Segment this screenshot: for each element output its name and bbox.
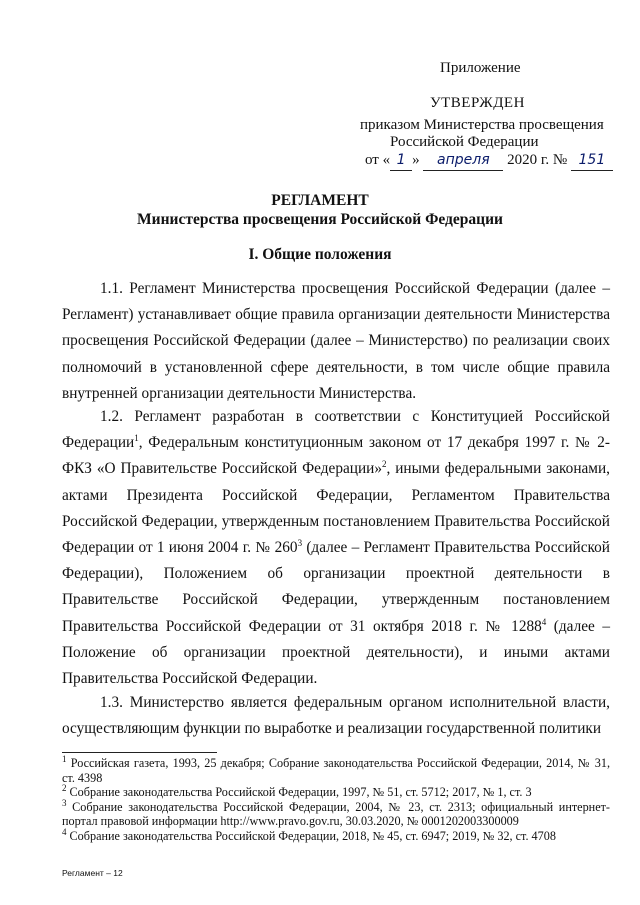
footnote-ref: 2 <box>382 459 387 470</box>
footnote-text: Собрание законодательства Российской Федерации, 1997, № 51, ст. 5712; 2017, № 1, ст. 3 <box>66 785 532 800</box>
footnote-mark: 3 <box>62 797 67 808</box>
footnote-1 <box>62 753 610 785</box>
footnote-ref: 4 <box>541 616 547 627</box>
document-subtitle: Министерства просвещения Российской Федерации <box>137 211 503 228</box>
section-heading: I. Общие положения <box>248 246 392 263</box>
approved-label: УТВЕРЖДЕН <box>430 95 525 111</box>
footnote-text: Собрание законодательства Российской Федерации, 2004, № 23, ст. 2313; официальный интернет-портал правовой информации http://www.pravo.gov.ru, 30.03.2020, № 0001202003300009 <box>62 799 610 829</box>
paragraph-text: 1.1. Регламент Министерства просвещения Российской Федерации (далее – Регламент) устанавливает общие правила организации деятельности Министерства просвещения Российской Федерации (далее – Министерство) по реализации своих полномочий в установленной сфере деятельности, в том числе общие правила внутренней организации деятельности Министерства. <box>62 280 610 402</box>
order-line-1: приказом Министерства просвещения <box>360 117 604 133</box>
footnote-mark: 4 <box>62 826 67 837</box>
document-title: РЕГЛАМЕНТ <box>271 192 369 209</box>
footnote-4 <box>62 826 610 844</box>
footnote-3 <box>62 797 610 829</box>
footnote-mark: 2 <box>62 783 67 794</box>
footnotes <box>62 753 610 844</box>
footnote-mark: 1 <box>62 753 67 764</box>
date-prefix: от « <box>365 152 391 168</box>
paragraph-segment: 1.2. Регламент разработан в соответствии с Конституцией Российской Федерации <box>62 408 610 452</box>
order-line-2: Российской Федерации <box>390 134 539 150</box>
paragraph-text: 1.3. Министерство является федеральным органом исполнительной власти, осуществляющим функции по выработке и реализации государственной политики <box>62 694 610 738</box>
footnote-text: Российская газета, 1993, 25 декабря; Собрание законодательства Российской Федерации, 2014, № 31, ст. 4398 <box>62 756 610 785</box>
paragraph-segment: (далее – Регламент Правительства Российской Федерации), Положением об организации проектной деятельности в Правительстве Российской Федерации, утвержденным постановлением Правительства Российской Федерации от 31 октября 2018 г. № 1288 <box>62 539 610 635</box>
handwritten-day: 1 <box>390 152 412 171</box>
footnote-text: Собрание законодательства Российской Федерации, 2018, № 45, ст. 6947; 2019, № 32, ст. 4708 <box>66 828 556 843</box>
paragraph-text <box>62 404 610 692</box>
paragraph-1-3 <box>62 690 610 742</box>
footnote-2 <box>62 785 610 800</box>
paragraph-segment: , Федеральным конституционным законом от 17 декабря 1997 г. № 2-ФКЗ «О Правительстве Российской Федерации» <box>62 434 610 478</box>
paragraph-1-1 <box>62 276 610 407</box>
footnote-ref: 3 <box>297 537 303 548</box>
handwritten-month: апреля <box>423 152 503 171</box>
page-footer-label: Регламент – 12 <box>62 868 123 878</box>
date-year: 2020 г. № <box>507 152 568 168</box>
footnote-divider <box>62 752 217 753</box>
footnote-ref: 1 <box>134 433 139 444</box>
paragraph-segment: , иными федеральными законами, актами Президента Российской Федерации, Регламентом Правительства Российской Федерации, утвержденным постановлением Правительства Российской Федерации от 1 июня 2004 г. № 260 <box>62 460 610 557</box>
paragraph-segment: (далее – Положение об организации проектной деятельности), и иными актами Правительства Российской Федерации. <box>62 617 610 688</box>
paragraph-1-2 <box>62 404 610 692</box>
order-date-line <box>365 152 613 171</box>
appendix-label: Приложение <box>440 60 521 76</box>
date-mid: » <box>412 152 420 168</box>
handwritten-number: 151 <box>571 152 613 171</box>
